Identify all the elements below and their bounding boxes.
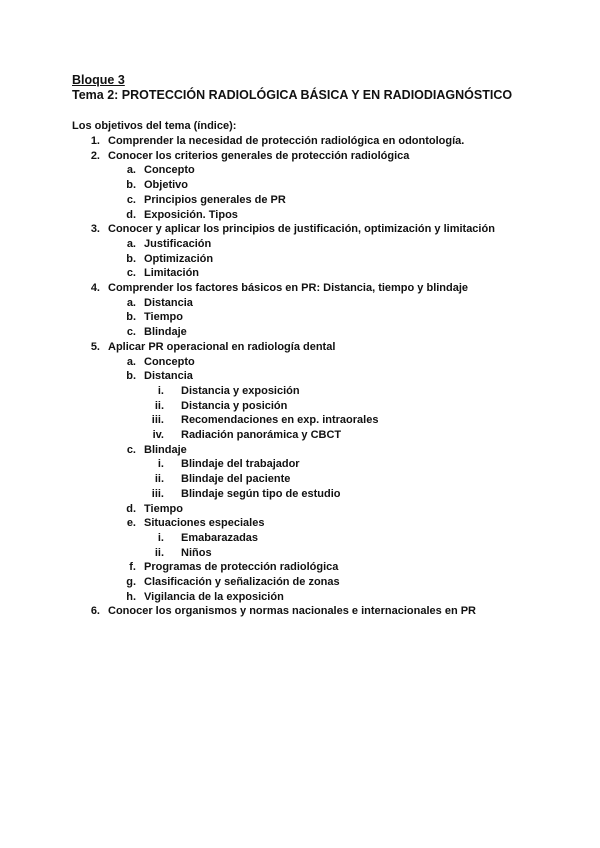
outline-marker: b. <box>126 370 136 383</box>
outline-text: Distancia <box>144 370 193 383</box>
outline-text: Vigilancia de la exposición <box>144 590 284 603</box>
outline-marker: a. <box>126 355 136 368</box>
outline-marker: ii. <box>154 473 164 486</box>
outline-marker: 6. <box>90 605 100 618</box>
outline-text: Recomendaciones en exp. intraorales <box>181 414 379 427</box>
outline-marker: c. <box>126 326 136 339</box>
outline-marker: 2. <box>90 149 100 162</box>
outline-text: Distancia y posición <box>181 399 288 412</box>
outline-text: Radiación panorámica y CBCT <box>181 429 342 441</box>
outline-text: Conocer los organismos y normas nacionales e internacionales en PR <box>108 605 477 618</box>
outline-marker: ii. <box>154 546 164 559</box>
outline-marker: b. <box>126 311 136 324</box>
outline-marker: i. <box>157 384 164 397</box>
outline-marker: i. <box>157 531 164 544</box>
outline-text: Blindaje del trabajador <box>181 458 300 471</box>
outline-text: Justificación <box>144 237 212 250</box>
outline-text: Blindaje según tipo de estudio <box>181 487 341 500</box>
outline-marker: h. <box>126 590 136 603</box>
outline-marker: d. <box>126 208 136 221</box>
outline-marker: c. <box>126 267 136 280</box>
outline-marker: iv. <box>152 429 164 441</box>
outline-text: Principios generales de PR <box>144 193 286 206</box>
outline-marker: a. <box>126 237 136 250</box>
outline-text: Concepto <box>144 164 195 177</box>
outline-marker: b. <box>126 179 136 192</box>
outline-marker: e. <box>126 517 136 530</box>
outline-text: Objetivo <box>144 179 189 192</box>
outline-text: Emabarazadas <box>181 531 259 544</box>
outline-marker: d. <box>126 502 136 515</box>
outline-marker: 3. <box>90 223 100 236</box>
outline-text: Optimización <box>144 252 214 265</box>
outline-text: Situaciones especiales <box>144 517 265 530</box>
outline-text: Exposición. Tipos <box>144 208 238 221</box>
outline-text: Tiempo <box>144 502 183 515</box>
topic-title: Tema 2: PROTECCIÓN RADIOLÓGICA BÁSICA Y EN RADIODIAGNÓSTICO <box>72 88 513 102</box>
outline-marker: iii. <box>151 414 164 427</box>
outline-marker: ii. <box>154 399 164 412</box>
outline-text: Comprender la necesidad de protección radiológica en odontología. <box>108 135 465 147</box>
outline-marker: 5. <box>90 340 100 353</box>
outline-marker: 4. <box>90 282 100 294</box>
objectives-intro: Los objetivos del tema (índice): <box>72 120 237 132</box>
outline-text: Concepto <box>144 355 195 368</box>
outline-marker: 1. <box>90 135 100 147</box>
outline-text: Clasificación y señalización de zonas <box>144 576 340 588</box>
outline-marker: c. <box>126 193 136 206</box>
outline-text: Niños <box>181 546 212 559</box>
outline-text: Blindaje <box>144 326 187 339</box>
outline-marker: c. <box>126 443 136 456</box>
outline-marker: g. <box>126 576 136 588</box>
block-title: Bloque 3 <box>72 73 125 87</box>
outline-marker: a. <box>126 296 136 309</box>
outline-text: Distancia y exposición <box>181 384 300 397</box>
outline-marker: i. <box>157 458 164 471</box>
outline-text: Tiempo <box>144 311 183 324</box>
outline-marker: b. <box>126 252 136 265</box>
outline-marker: a. <box>126 164 136 177</box>
outline-text: Distancia <box>144 296 193 309</box>
outline-marker: iii. <box>151 487 164 500</box>
outline-text: Aplicar PR operacional en radiología dental <box>108 340 336 353</box>
outline-text: Limitación <box>144 267 200 280</box>
outline-marker: f. <box>129 561 136 574</box>
outline-text: Blindaje <box>144 443 187 456</box>
outline-text: Conocer y aplicar los principios de justificación, optimización y limitación <box>108 223 495 236</box>
outline-text: Blindaje del paciente <box>181 473 291 486</box>
outline-text: Conocer los criterios generales de protección radiológica <box>108 149 410 162</box>
outline-text: Comprender los factores básicos en PR: Distancia, tiempo y blindaje <box>108 282 469 294</box>
outline-text: Programas de protección radiológica <box>144 561 339 574</box>
